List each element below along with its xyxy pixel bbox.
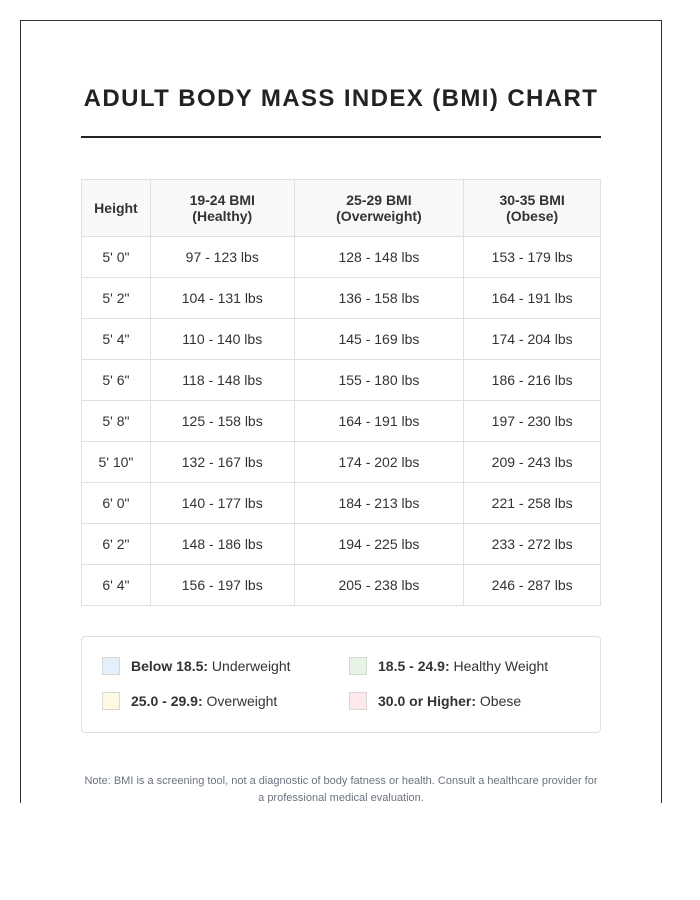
bmi-legend — [81, 636, 601, 733]
legend-range: Below 18.5: — [131, 658, 209, 674]
cell-height: 5' 2" — [82, 278, 151, 319]
cell-healthy: 110 - 140 lbs — [150, 319, 294, 360]
cell-healthy: 118 - 148 lbs — [150, 360, 294, 401]
cell-obese: 221 - 258 lbs — [464, 483, 601, 524]
cell-height: 5' 10" — [82, 442, 151, 483]
cell-healthy: 140 - 177 lbs — [150, 483, 294, 524]
cell-obese: 209 - 243 lbs — [464, 442, 601, 483]
legend-item-overweight — [102, 692, 277, 710]
cell-height: 5' 4" — [82, 319, 151, 360]
cell-overweight: 174 - 202 lbs — [294, 442, 464, 483]
table-row — [82, 442, 601, 483]
table-row — [82, 278, 601, 319]
table-row — [82, 483, 601, 524]
cell-height: 5' 6" — [82, 360, 151, 401]
cell-obese: 164 - 191 lbs — [464, 278, 601, 319]
cell-height: 5' 0" — [82, 237, 151, 278]
cell-overweight: 136 - 158 lbs — [294, 278, 464, 319]
legend-label: Underweight — [211, 658, 291, 674]
cell-overweight: 205 - 238 lbs — [294, 565, 464, 606]
table-row — [82, 401, 601, 442]
disclaimer-note: Note: BMI is a screening tool, not a diagnostic of body fatness or health. Consult a healthcare provider for a professional medical evaluation. — [84, 775, 598, 803]
legend-range: 25.0 - 29.9: — [131, 693, 203, 709]
swatch-overweight — [102, 692, 120, 710]
cell-healthy: 132 - 167 lbs — [150, 442, 294, 483]
title-divider — [81, 136, 601, 138]
cell-healthy: 125 - 158 lbs — [150, 401, 294, 442]
cell-healthy: 156 - 197 lbs — [150, 565, 294, 606]
legend-range: 30.0 or Higher: — [378, 693, 477, 709]
swatch-healthy — [349, 657, 367, 675]
cell-obese: 197 - 230 lbs — [464, 401, 601, 442]
cell-overweight: 184 - 213 lbs — [294, 483, 464, 524]
cell-overweight: 164 - 191 lbs — [294, 401, 464, 442]
swatch-obese — [349, 692, 367, 710]
document-page — [20, 20, 662, 803]
legend-label: Healthy Weight — [453, 658, 549, 674]
cell-healthy: 97 - 123 lbs — [150, 237, 294, 278]
cell-obese: 246 - 287 lbs — [464, 565, 601, 606]
legend-item-obese — [349, 692, 521, 710]
cell-height: 6' 2" — [82, 524, 151, 565]
cell-obese: 153 - 179 lbs — [464, 237, 601, 278]
cell-obese: 186 - 216 lbs — [464, 360, 601, 401]
cell-overweight: 128 - 148 lbs — [294, 237, 464, 278]
table-row — [82, 237, 601, 278]
table-row — [82, 319, 601, 360]
legend-label: Overweight — [206, 693, 278, 709]
cell-overweight: 155 - 180 lbs — [294, 360, 464, 401]
swatch-underweight — [102, 657, 120, 675]
legend-range: 18.5 - 24.9: — [378, 658, 450, 674]
table-row — [82, 524, 601, 565]
cell-obese: 174 - 204 lbs — [464, 319, 601, 360]
cell-height: 5' 8" — [82, 401, 151, 442]
legend-label: Obese — [479, 693, 522, 709]
legend-item-healthy — [349, 657, 548, 675]
cell-healthy: 148 - 186 lbs — [150, 524, 294, 565]
cell-healthy: 104 - 131 lbs — [150, 278, 294, 319]
header-height: Height — [82, 180, 151, 237]
bmi-table — [81, 179, 601, 606]
legend-item-underweight — [102, 657, 291, 675]
table-row — [82, 360, 601, 401]
header-obese: 30-35 BMI (Obese) — [464, 180, 601, 237]
table-row — [82, 565, 601, 606]
cell-overweight: 194 - 225 lbs — [294, 524, 464, 565]
page-title: ADULT BODY MASS INDEX (BMI) CHART — [83, 85, 599, 112]
cell-height: 6' 4" — [82, 565, 151, 606]
table-header-row — [82, 180, 601, 237]
cell-overweight: 145 - 169 lbs — [294, 319, 464, 360]
header-overweight: 25-29 BMI (Overweight) — [294, 180, 464, 237]
cell-height: 6' 0" — [82, 483, 151, 524]
header-healthy: 19-24 BMI (Healthy) — [150, 180, 294, 237]
cell-obese: 233 - 272 lbs — [464, 524, 601, 565]
